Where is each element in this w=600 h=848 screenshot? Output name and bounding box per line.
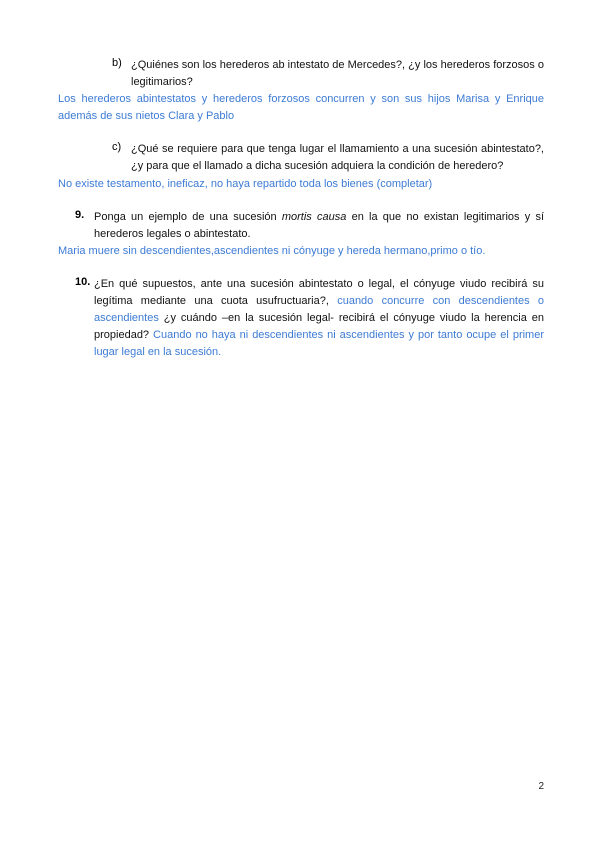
question-9-text <box>94 209 544 243</box>
question-9-number: 9. <box>75 209 85 221</box>
question-10-part2: ¿y cuándo –en la sucesión legal- recibirá el cónyuge viudo la herencia en propiedad? <box>94 312 544 341</box>
item-b-question: ¿Quiénes son los herederos ab intestato de Mercedes?, ¿y los herederos forzosos o legitimarios? <box>131 59 544 88</box>
page-number: 2 <box>538 781 544 792</box>
question-9-answer: Maria muere sin descendientes,ascendientes ni cónyuge y hereda hermano,primo o tío. <box>58 245 486 257</box>
item-c-question: ¿Qué se requiere para que tenga lugar el llamamiento a una sucesión abintestato?, ¿y para que el llamado a dicha sucesión adquiera la condición de heredero? <box>131 143 544 172</box>
question-9-text-pre: Ponga un ejemplo de una sucesión <box>94 211 282 223</box>
question-10-answer1: cuando concurre con descendientes o ascendientes <box>94 295 545 324</box>
question-9-text-post: en la que no existan legitimarios y sí herederos legales o abintestato. <box>94 211 545 240</box>
question-10-text <box>94 276 544 361</box>
question-10-number: 10. <box>75 276 91 288</box>
item-c-answer: No existe testamento, ineficaz, no haya repartido toda los bienes (completar) <box>58 178 433 190</box>
item-b-answer: Los herederos abintestatos y herederos forzosos concurren y son sus hijos Marisa y Enrique además de sus nietos Clara y Pablo <box>58 93 544 122</box>
item-c-marker: c) <box>112 141 122 153</box>
question-10-part1: ¿En qué supuestos, ante una sucesión abintestato o legal, el cónyuge viudo recibirá su legítima mediante una cuota usufructuaria?, <box>94 278 544 307</box>
question-9-italic: mortis causa <box>281 211 347 223</box>
question-10-answer2: Cuando no haya ni descendientes ni ascendientes y por tanto ocupe el primer lugar legal en la sucesión. <box>94 329 545 358</box>
item-b-marker: b) <box>112 57 122 69</box>
